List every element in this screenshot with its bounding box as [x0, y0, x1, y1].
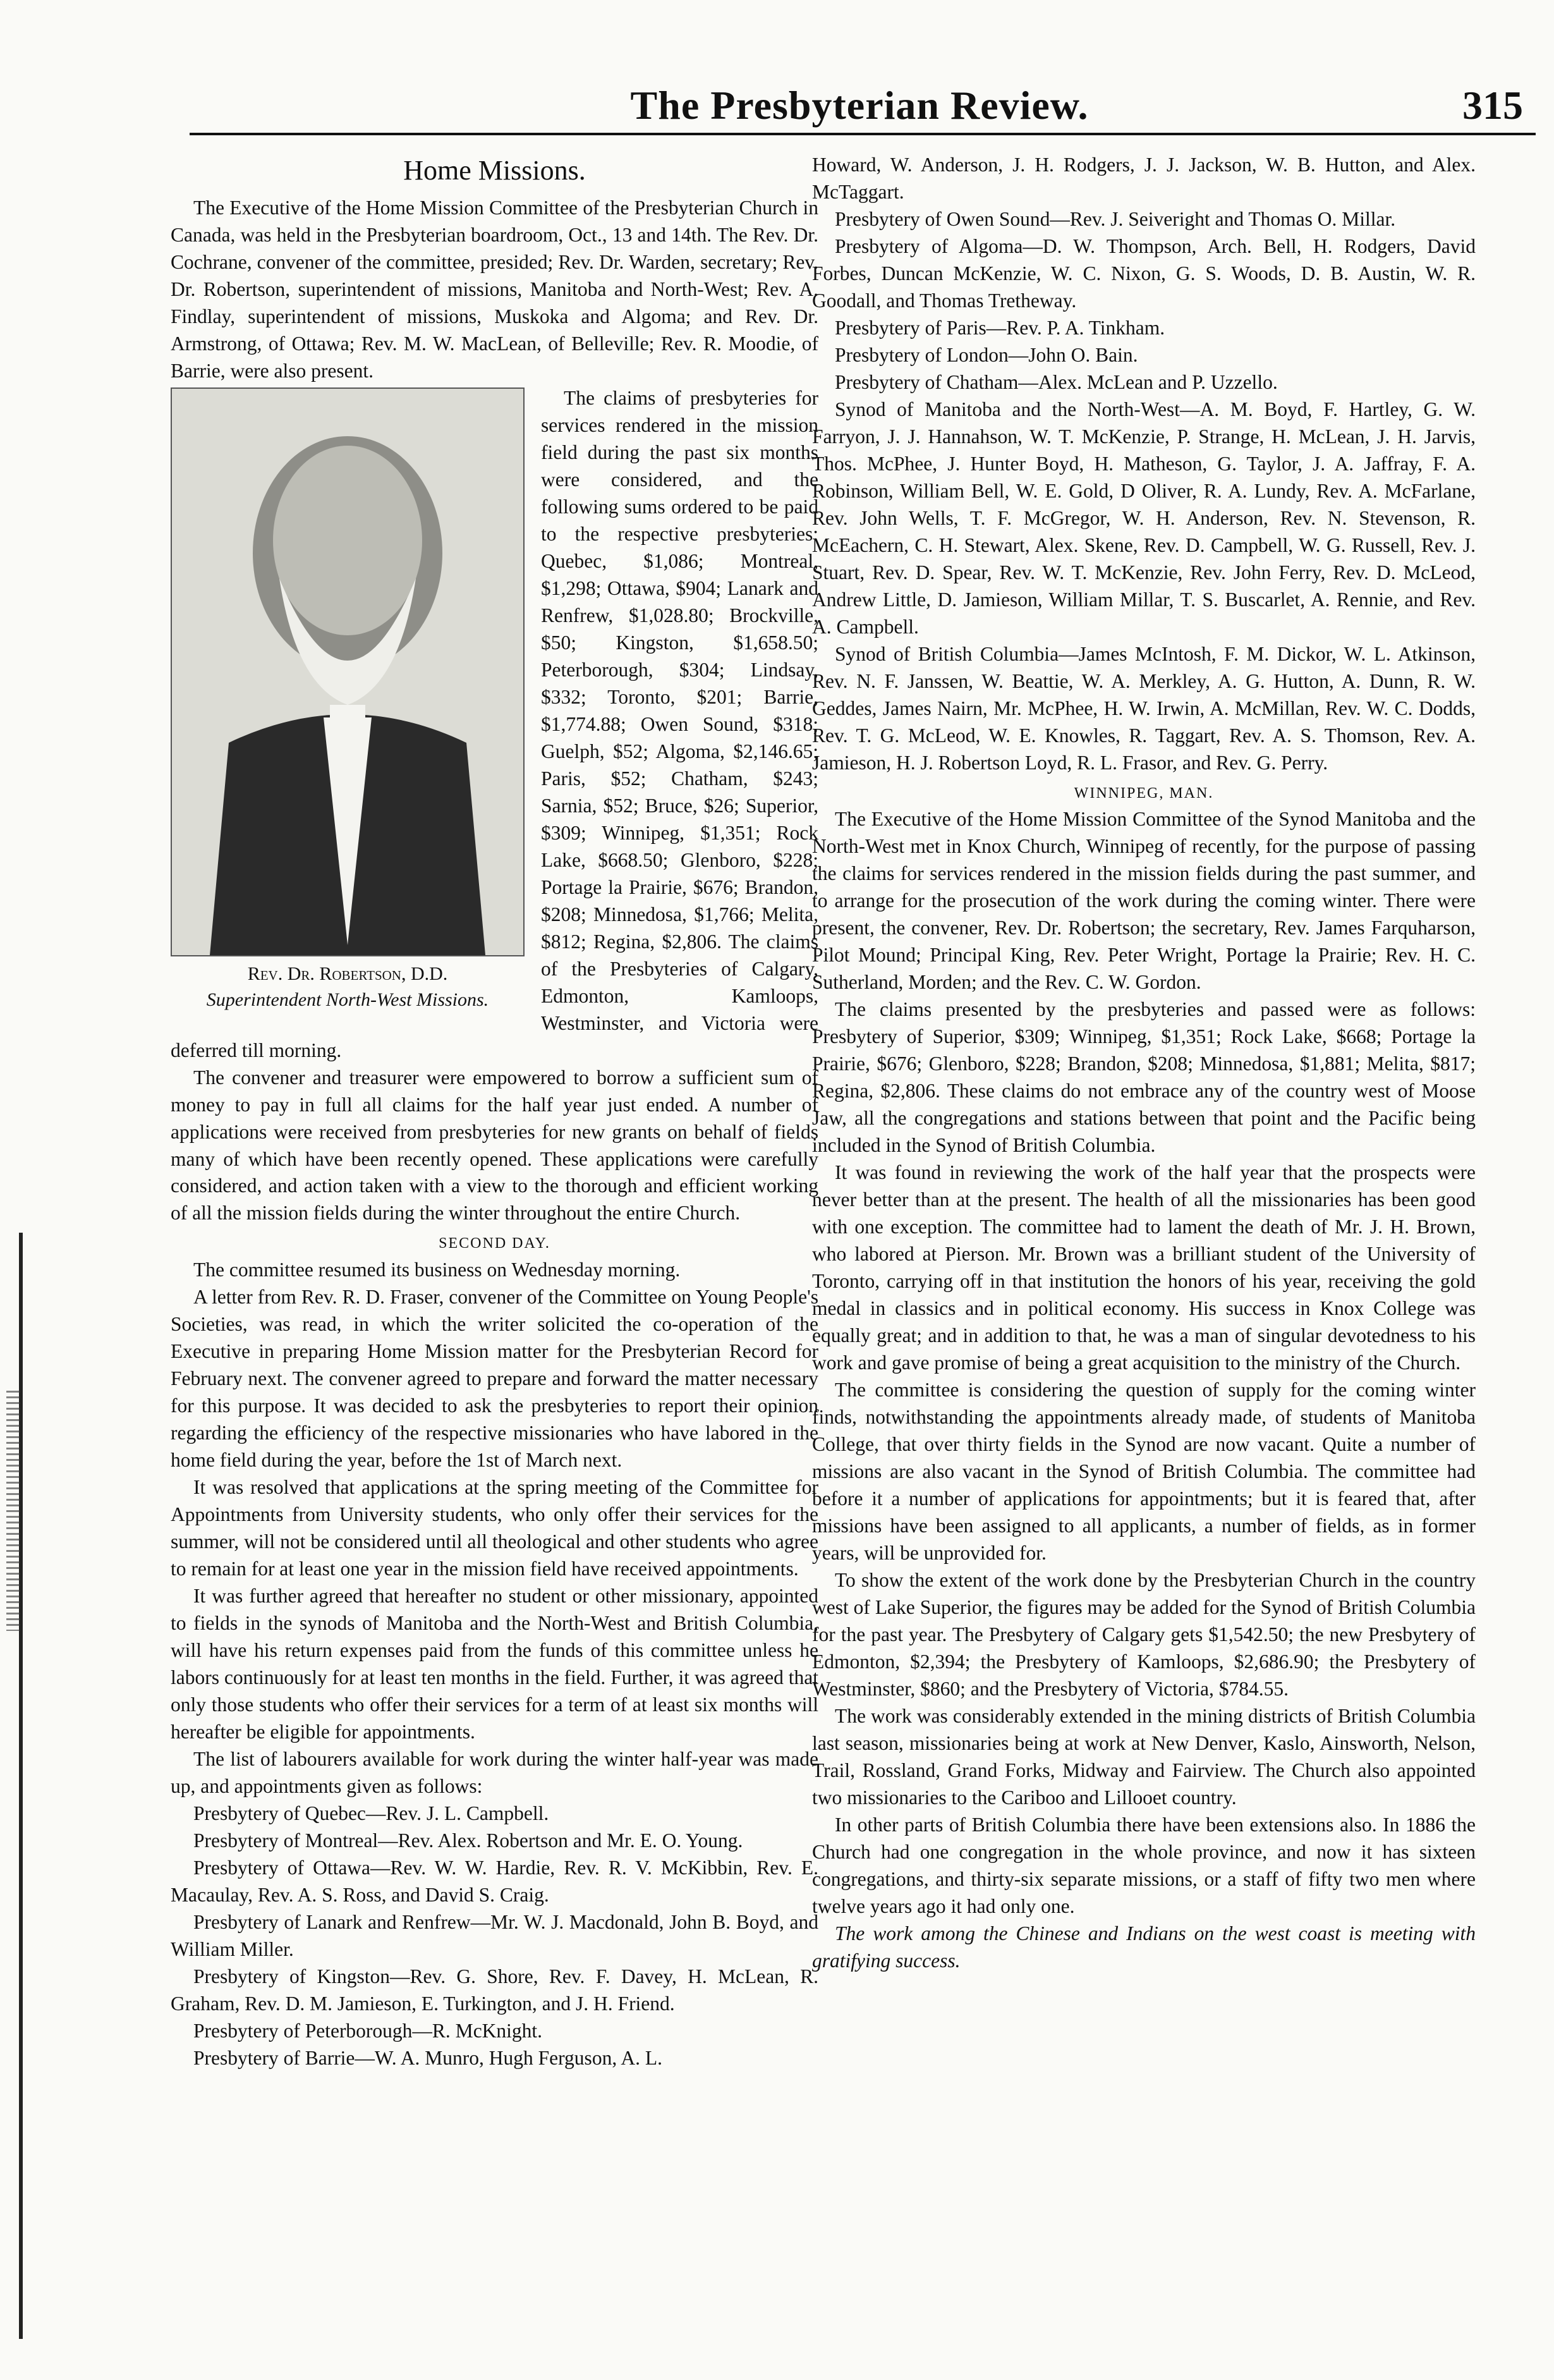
- claims-paragraph: The claims of presbyteries for services rendered in the mission field during the past six months were considered, and the following sums ordered to be paid to the respective presbyteries: Quebec, $1,086; Montreal, $1,298; Ottawa, $904; Lanark and Renfrew, $1,028.80; Brockville, $50; Kingston, $1,658.50; Peterborough, $304; Lindsay, $332; Toronto, $201; Barrie, $1,774.88; Owen Sound, $318; Guelph, $52; Algoma, $2,146.65; Paris, $52; Chatham, $243; Sarnia, $52; Bruce, $26; Superior, $309; Winnipeg, $1,351; Rock Lake, $668.50; Glenboro, $228; Portage la Prairie, $676; Brandon, $208; Minnedosa, $1,766; Melita, $812; Regina, $2,806. The claims of the Presbyteries of Calgary, Edmonton, Kamloops, Westminster, and Victoria were deferred till morning.: [171, 386, 818, 1061]
- appointment-item: Presbytery of Paris—Rev. P. A. Tinkham.: [835, 316, 1165, 339]
- section-title: Home Missions.: [403, 155, 586, 186]
- paragraph: It was found in reviewing the work of the half year that the prospects were never better than at the present. The health of all the missionaries has been good with one exception. The committee had to lament the death of Mr. J. H. Brown, who labored at Pierson. Mr. Brown was a brilliant student of the University of Toronto, carrying off in that institution the honors of his year, receiving the gold medal in classics and in political economy. His success in Knox College was equally great; and in addition to that, he was a man of singular devotedness to his work and gave promise of being a great acquisition to the ministry of the Church.: [812, 1161, 1476, 1374]
- page-number: 315: [1462, 83, 1523, 128]
- intro-paragraph: The Executive of the Home Mission Committee of the Presbyterian Church in Canada, was held in the Presbyterian boardroom, Oct., 13 and 14th. The Rev. Dr. Cochrane, convener of the committee, presided; Rev. Dr. Warden, secretary; Rev. Dr. Robertson, superintendent of missions, Manitoba and North-West; Rev. A. Findlay, superintendent of missions, Muskoka and Algoma; and Rev. Dr. Armstrong, of Ottawa; Rev. M. W. MacLean, of Belleville; Rev. R. Moodie, of Barrie, were also present.: [171, 197, 818, 382]
- appointment-item: Presbytery of Montreal—Rev. Alex. Robertson and Mr. E. O. Young.: [193, 1829, 743, 1852]
- paragraph: The claims presented by the presbyteries and passed were as follows: Presbytery of Superior, $309; Winnipeg, $1,351; Rock Lake, $668; Portage la Prairie, $676; Glenboro, $228; Brandon, $208; Minnedosa, $1,881; Melita, $817; Regina, $2,806. These claims do not embrace any of the country west of Moose Jaw, all the congregations and stations between that point and the Pacific being included in the Synod of British Columbia.: [812, 998, 1476, 1157]
- appointment-item: Presbytery of Quebec—Rev. J. L. Campbell.: [193, 1802, 549, 1824]
- binding-edge-texture: [6, 1391, 20, 1631]
- paragraph: It was further agreed that hereafter no student or other missionary, appointed to fields in the synods of Manitoba and the North-West and British Columbia, will have his return expenses paid from the funds of this committee unless he labors continuously for at least ten months in the field. Further, it was agreed that only those students who offer their services for a term of at least six months will hereafter be eligible for appointments.: [171, 1585, 818, 1743]
- left-column: [171, 152, 818, 2072]
- appointment-item: Presbytery of Barrie—W. A. Munro, Hugh Ferguson, A. L.: [193, 2046, 662, 2069]
- paragraph: In other parts of British Columbia there have been extensions also. In 1886 the Church had one congregation in the whole province, and now it has sixteen congregations, and thirty-six separate missions, or a staff of fifty two men where twelve years ago it had only one.: [812, 1813, 1476, 1917]
- paragraph: The committee is considering the question of supply for the coming winter finds, notwithstanding the appointments already made, of students of Manitoba College, that over thirty fields in the Synod are now vacant. Quite a number of missions are also vacant in the Synod of British Columbia. The committee had before it a number of applications for appointments; but it is feared that, after missions have been assigned to all applicants, a number of fields, as in former years, will be unprovided for.: [812, 1379, 1476, 1564]
- appointment-item: Presbytery of Peterborough—R. McKnight.: [193, 2019, 543, 2042]
- appointment-item: Presbytery of Kingston—Rev. G. Shore, Rev. F. Davey, H. McLean, R. Graham, Rev. D. M. Jamieson, E. Turkington, and J. H. Friend.: [171, 1965, 818, 2015]
- portrait-caption-name: Rev. Dr. Robertson, D.D.: [247, 963, 448, 984]
- paragraph: The list of labourers available for work during the winter half-year was made up, and appointments given as follows:: [171, 1747, 818, 1797]
- paragraph: The Executive of the Home Mission Committee of the Synod Manitoba and the North-West met in Knox Church, Winnipeg of recently, for the purpose of passing the claims for services rendered in the mission fields during the past summer, and to arrange for the prosecution of the work during the coming winter. There were present, the convener, Rev. Dr. Robertson; the secretary, Rev. James Farquharson, Pilot Mound; Principal King, Rev. Peter Wright, Portage la Prairie; Rev. H. C. Sutherland, Morden; and the Rev. C. W. Gordon.: [812, 808, 1476, 994]
- paragraph: It was resolved that applications at the spring meeting of the Committee for Appointments from University students, who only offer their services for the summer, will not be considered until all theological and other students who agree to remain for at least one year in the mission field have received appointments.: [171, 1476, 818, 1580]
- page-header: [190, 76, 1536, 135]
- portrait-caption-role: Superintendent North-West Missions.: [206, 989, 489, 1010]
- portrait-figure: [171, 388, 525, 1013]
- appointment-item: Presbytery of Ottawa—Rev. W. W. Hardie, Rev. R. V. McKibbin, Rev. E. Macaulay, Rev. A. S. Ross, and David S. Craig.: [171, 1856, 818, 1906]
- winnipeg-heading: WINNIPEG, MAN.: [1074, 784, 1214, 802]
- appointment-item: Presbytery of Chatham—Alex. McLean and P. Uzzello.: [835, 370, 1278, 393]
- right-column: [812, 152, 1476, 1975]
- appointment-item: Presbytery of Owen Sound—Rev. J. Seiveright and Thomas O. Millar.: [835, 207, 1396, 230]
- portrait-illustration: [172, 389, 523, 955]
- appointment-item: Howard, W. Anderson, J. H. Rodgers, J. J. Jackson, W. B. Hutton, and Alex. McTaggart.: [812, 154, 1476, 203]
- appointment-item: Synod of Manitoba and the North-West—A. M. Boyd, F. Hartley, G. W. Farryon, J. J. Hannahson, W. T. McKenzie, P. Strange, H. McLean, J. H. Jarvis, Thos. McPhee, J. Hunter Boyd, H. Matheson, G. Taylor, J. A. Jaffray, F. A. Robinson, William Bell, W. E. Gold, D Oliver, R. A. Lundy, Rev. A. McFarlane, Rev. John Wells, T. F. McGregor, W. H. Anderson, Rev. N. Stevenson, R. McEachern, C. H. Stewart, Alex. Skene, Rev. D. Campbell, W. G. Russell, Rev. J. Stuart, Rev. D. Spear, Rev. W. T. McKenzie, Rev. John Ferry, Rev. D. McLeod, Andrew Little, D. Jamieson, William Millar, T. S. Buscarlet, A. Rennie, and Rev. A. Campbell.: [812, 398, 1476, 638]
- paragraph: The work was considerably extended in the mining districts of British Columbia last season, missionaries being at work at New Denver, Kaslo, Ainsworth, Nelson, Trail, Rossland, Grand Forks, Midway and Fairview. The Church also appointed two missionaries to the Cariboo and Lillooet country.: [812, 1704, 1476, 1809]
- appointment-item: Presbytery of Algoma—D. W. Thompson, Arch. Bell, H. Rodgers, David Forbes, Duncan McKenzie, W. C. Nixon, G. S. Woods, D. B. Austin, W. R. Goodall, and Thomas Tretheway.: [812, 235, 1476, 312]
- portrait-image: [171, 388, 525, 956]
- appointment-item: Synod of British Columbia—James McIntosh, F. M. Dickor, W. L. Atkinson, Rev. N. F. Janssen, W. Beattie, W. A. Merkley, A. G. Hutton, A. Dunn, R. W. Geddes, James Nairn, Mr. McPhee, H. W. Irwin, A. McMillan, Rev. W. C. Dodds, Rev. T. G. McLeod, W. E. Knowles, R. Taggart, Rev. A. S. Thomson, Rev. A. Jamieson, H. J. Robertson Loyd, R. L. Frasor, and Rev. G. Perry.: [812, 642, 1476, 774]
- paragraph: The convener and treasurer were empowered to borrow a sufficient sum of money to pay in full all claims for the half year just ended. A number of applications were received from presbyteries for new grants on behalf of fields many of which have been recently opened. These applications were carefully considered, and action taken with a view to the thorough and efficient working of all the mission fields during the winter throughout the entire Church.: [171, 1066, 818, 1224]
- second-day-heading: SECOND DAY.: [439, 1235, 550, 1252]
- paragraph: The work among the Chinese and Indians on the west coast is meeting with gratifying success.: [812, 1922, 1476, 1972]
- paragraph: To show the extent of the work done by the Presbyterian Church in the country west of Lake Superior, the figures may be added for the Synod of British Columbia for the past year. The Presbytery of Calgary gets $1,542.50; the new Presbytery of Edmonton, $2,394; the Presbytery of Kamloops, $2,686.90; the Presbytery of Westminster, $860; and the Presbytery of Victoria, $784.55.: [812, 1568, 1476, 1700]
- masthead-title: The Presbyterian Review.: [630, 83, 1089, 128]
- appointment-item: Presbytery of London—John O. Bain.: [835, 343, 1138, 366]
- appointment-item: Presbytery of Lanark and Renfrew—Mr. W. J. Macdonald, John B. Boyd, and William Miller.: [171, 1910, 818, 1960]
- paragraph: The committee resumed its business on Wednesday morning.: [193, 1259, 681, 1281]
- paragraph: A letter from Rev. R. D. Fraser, convener of the Committee on Young People's Societies, was read, in which the writer solicited the co-operation of the Executive in preparing Home Mission matter for the Presbyterian Record for February next. The convener agreed to prepare and forward the matter necessary for this purpose. It was decided to ask the presbyteries to report their opinion regarding the efficiency of the respective missionaries who have labored in the home field during the year, before the 1st of March next.: [171, 1286, 818, 1472]
